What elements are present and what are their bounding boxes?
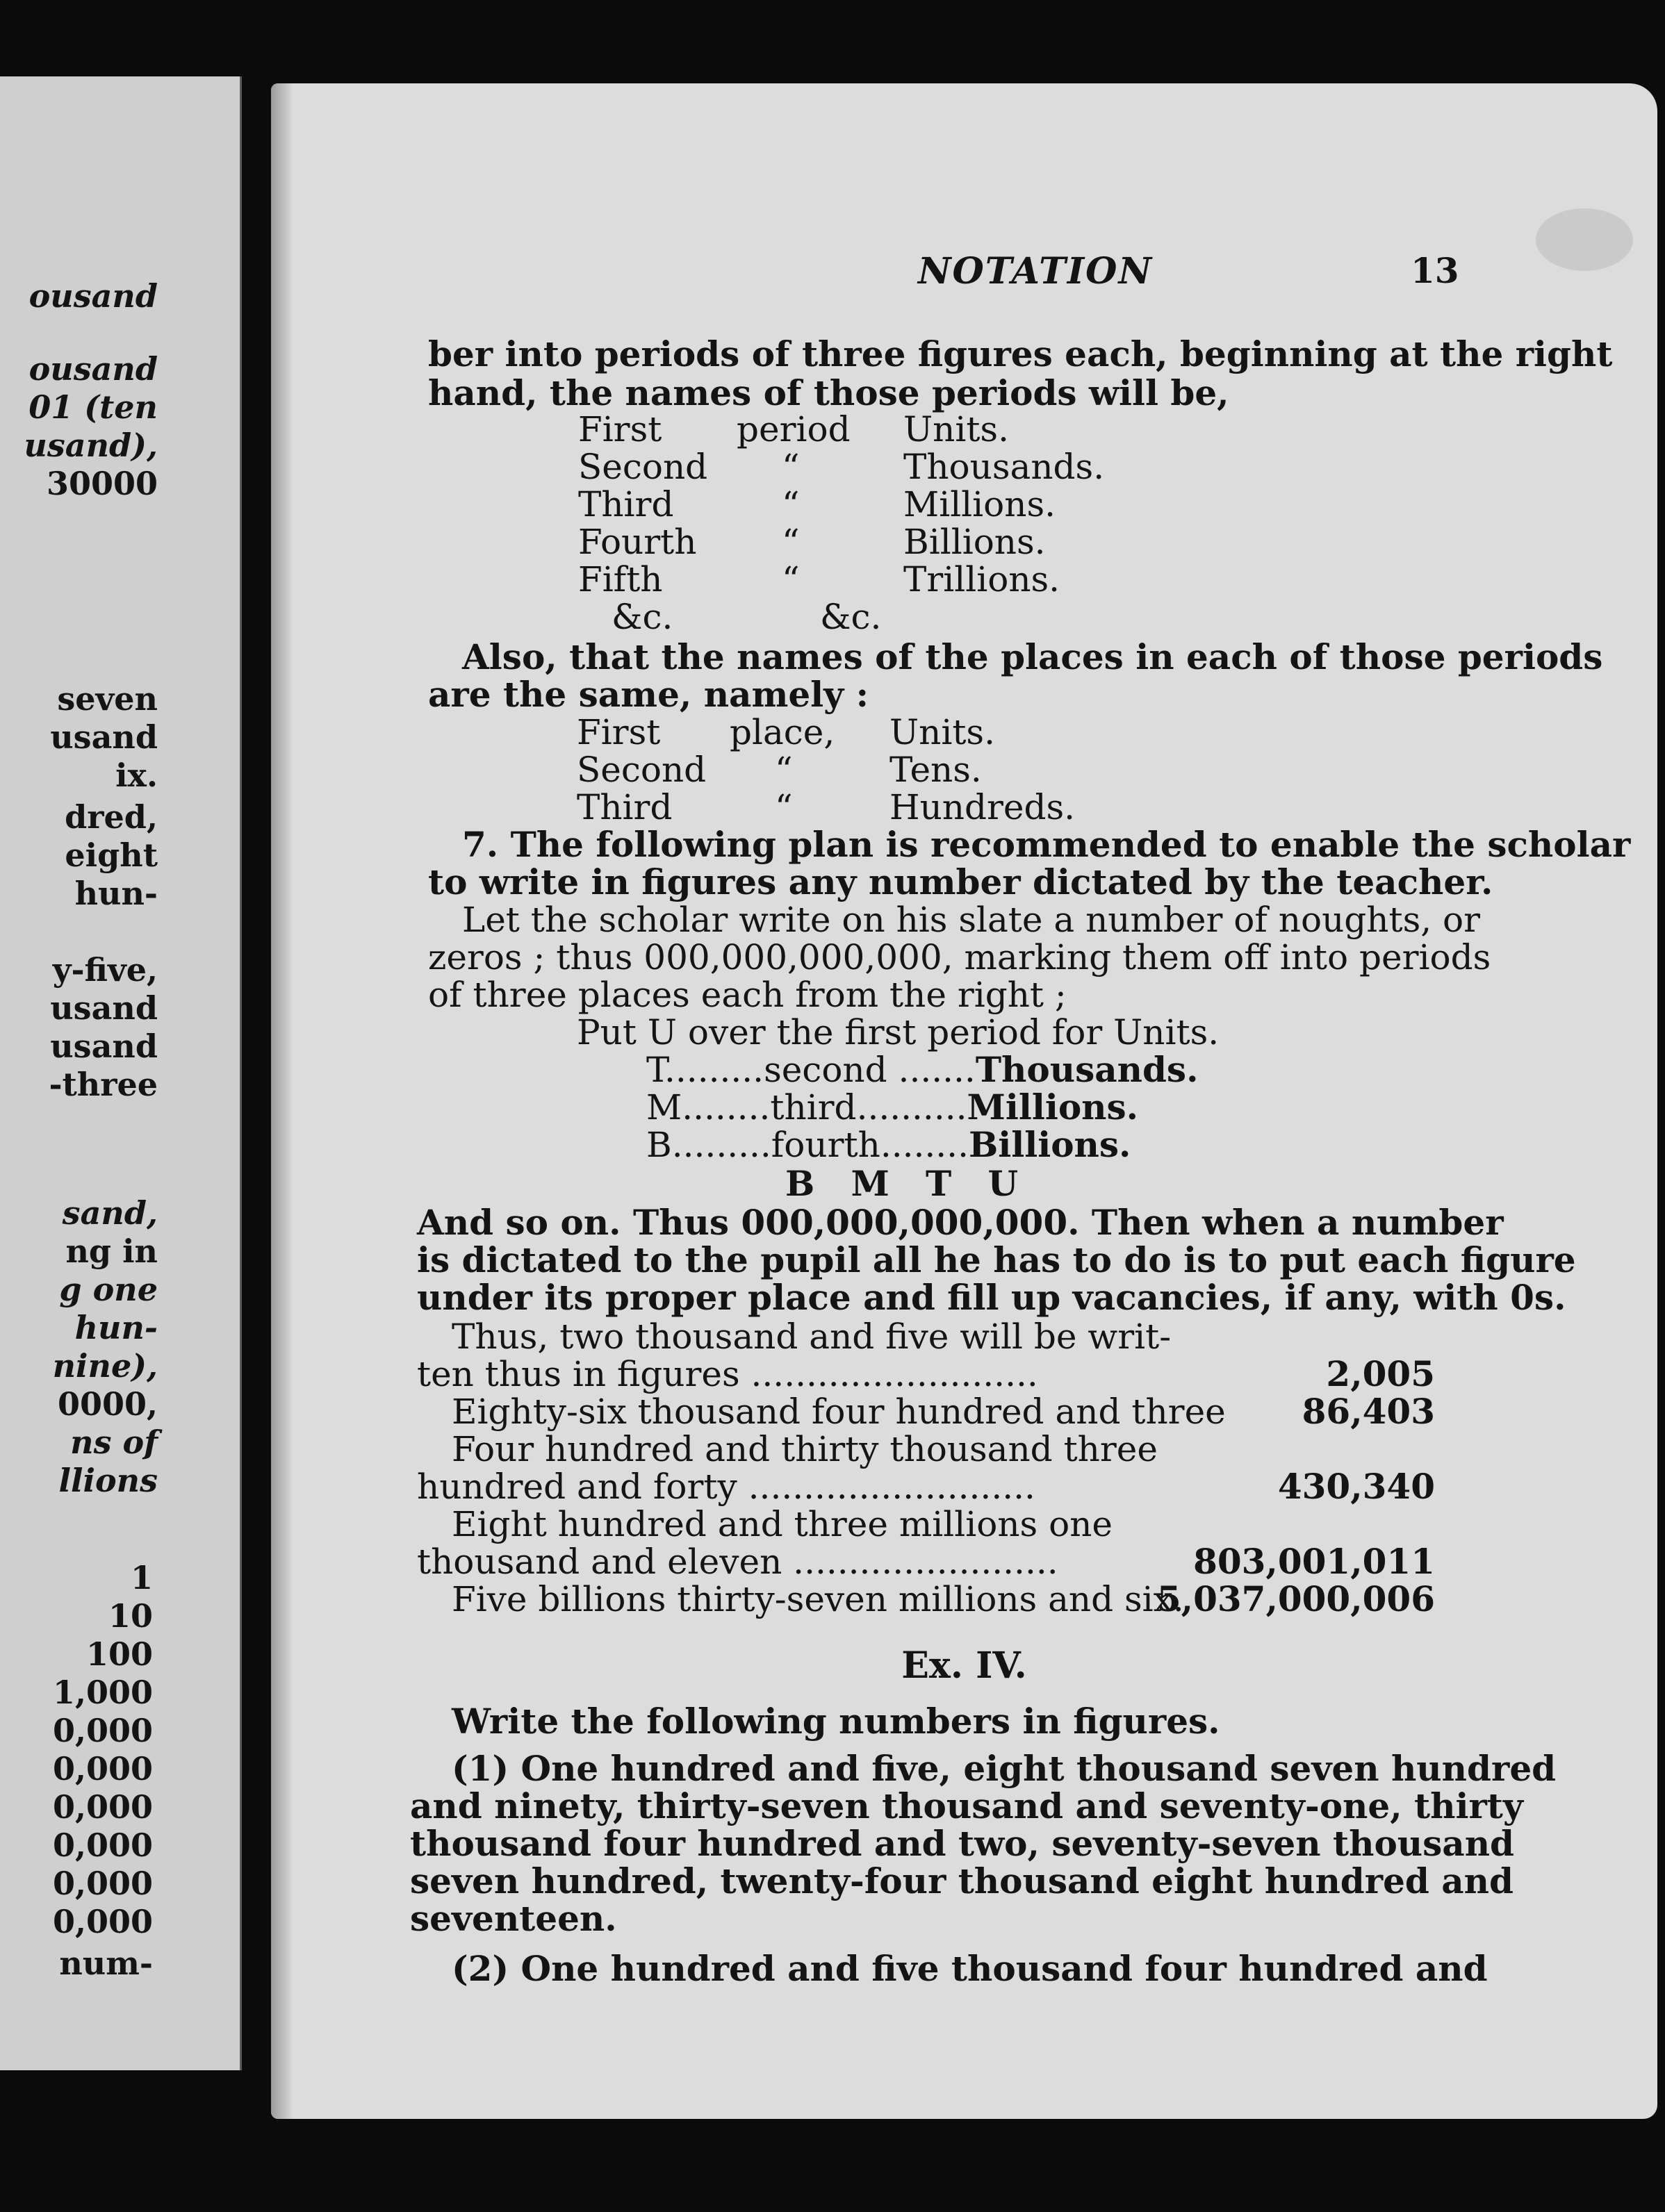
left-fragment: usand), bbox=[24, 427, 158, 464]
period-ordinal: Fifth bbox=[578, 559, 663, 600]
body-line: hand, the names of those periods will be, bbox=[428, 372, 1229, 413]
previous-page-edge bbox=[0, 76, 242, 2070]
exercise-item-line: (2) One hundred and five thousand four hundred and bbox=[452, 1948, 1488, 1989]
left-fragment: sand, bbox=[62, 1194, 158, 1232]
left-fragment: usand bbox=[50, 989, 158, 1027]
period-ordinal: Second bbox=[578, 447, 708, 487]
paper-stain bbox=[1536, 208, 1633, 271]
body-line: Also, that the names of the places in each of those periods bbox=[462, 636, 1603, 677]
left-fragment: 100 bbox=[85, 1635, 153, 1673]
exercise-item-line: seven hundred, twenty-four thousand eight hundred and bbox=[410, 1860, 1514, 1901]
left-fragment: 0,000 bbox=[52, 1826, 153, 1864]
example-line: Thus, two thousand and five will be writ- bbox=[452, 1317, 1172, 1357]
left-fragment: ix. bbox=[115, 757, 158, 794]
marker-row bbox=[646, 1088, 1138, 1127]
left-fragment: 30000 bbox=[46, 465, 158, 502]
body-line: Let the scholar write on his slate a number of noughts, or bbox=[462, 900, 1481, 940]
marker-dots: ......... bbox=[671, 1125, 771, 1165]
left-fragment: hun- bbox=[74, 875, 158, 912]
marker-letter: M bbox=[646, 1087, 682, 1128]
left-fragment: 0,000 bbox=[52, 1788, 153, 1826]
period-unit: “ bbox=[782, 559, 800, 600]
example-value: 86,403 bbox=[1302, 1391, 1435, 1432]
place-ordinal: First bbox=[577, 712, 661, 752]
left-fragment: 10 bbox=[108, 1597, 153, 1635]
exercise-item-line: and ninety, thirty-seven thousand and seventy-one, thirty bbox=[410, 1785, 1523, 1826]
left-fragment: 1 bbox=[130, 1559, 153, 1596]
marker-name: Thousands. bbox=[975, 1049, 1199, 1090]
marker-row bbox=[646, 1050, 1199, 1089]
period-ordinal: Third bbox=[578, 484, 674, 525]
left-fragment: 1,000 bbox=[52, 1674, 153, 1711]
marker-row bbox=[646, 1125, 1131, 1164]
marker-name: Billions. bbox=[968, 1124, 1131, 1165]
left-fragment: ns of bbox=[70, 1423, 158, 1461]
place-unit: “ bbox=[775, 750, 793, 790]
example-value: 5,037,000,006 bbox=[1156, 1578, 1435, 1619]
example-line: hundred and forty .......................... bbox=[417, 1467, 1035, 1507]
example-value: 2,005 bbox=[1326, 1353, 1435, 1394]
marker-dots: ......... bbox=[664, 1050, 764, 1090]
period-name: Millions. bbox=[903, 484, 1056, 525]
page-number: 13 bbox=[1411, 250, 1459, 291]
left-fragment: 0,000 bbox=[52, 1865, 153, 1902]
left-fragment: ousand bbox=[28, 277, 158, 315]
left-fragment: 0,000 bbox=[52, 1712, 153, 1749]
running-title: NOTATION bbox=[917, 250, 1154, 292]
exercise-item-line: (1) One hundred and five, eight thousand seven hundred bbox=[452, 1748, 1557, 1789]
left-fragment: eight bbox=[65, 836, 158, 874]
body-line: 7. The following plan is recommended to enable the scholar bbox=[462, 824, 1631, 865]
period-name: Billions. bbox=[903, 522, 1046, 562]
etc-right: &c. bbox=[820, 597, 882, 637]
left-fragment: ousand bbox=[28, 350, 158, 388]
place-name: Hundreds. bbox=[889, 787, 1076, 827]
marker-letter: B bbox=[646, 1125, 672, 1165]
body-line: zeros ; thus 000,000,000,000, marking them off into periods bbox=[428, 937, 1491, 977]
left-fragment: dred, bbox=[65, 798, 158, 836]
period-unit: period bbox=[737, 409, 851, 449]
exercise-title: Ex. IV. bbox=[901, 1644, 1027, 1687]
place-name: Units. bbox=[889, 712, 995, 752]
marker-word: third bbox=[770, 1087, 857, 1128]
left-fragment: hun- bbox=[74, 1309, 158, 1346]
body-line: under its proper place and fill up vacancies, if any, with 0s. bbox=[417, 1277, 1566, 1318]
place-unit: place, bbox=[730, 712, 835, 752]
left-fragment: nine), bbox=[52, 1347, 158, 1385]
marker-letter: T bbox=[646, 1050, 665, 1090]
left-fragment: 01 (ten bbox=[28, 388, 158, 426]
exercise-item-line: seventeen. bbox=[410, 1898, 617, 1939]
example-line: Eight hundred and three millions one bbox=[452, 1504, 1113, 1544]
place-ordinal: Second bbox=[577, 750, 707, 790]
exercise-intro: Write the following numbers in figures. bbox=[452, 1701, 1220, 1742]
example-line: thousand and eleven ........................ bbox=[417, 1542, 1058, 1582]
left-fragment: 0,000 bbox=[52, 1903, 153, 1940]
left-fragment: ng in bbox=[65, 1232, 158, 1270]
left-fragment: usand bbox=[50, 718, 158, 756]
left-fragment: num- bbox=[59, 1945, 153, 1982]
left-fragment: llions bbox=[58, 1462, 158, 1499]
place-unit: “ bbox=[775, 787, 793, 827]
left-fragment: y-five, bbox=[52, 951, 158, 989]
body-line: is dictated to the pupil all he has to do is to put each figure bbox=[417, 1239, 1576, 1280]
exercise-item-line: thousand four hundred and two, seventy-seven thousand bbox=[410, 1823, 1515, 1864]
example-line: ten thus in figures .......................... bbox=[417, 1354, 1038, 1394]
place-ordinal: Third bbox=[577, 787, 673, 827]
marker-word: fourth bbox=[771, 1125, 880, 1165]
left-fragment: 0000, bbox=[57, 1385, 158, 1423]
marker-dots: ........ bbox=[682, 1087, 771, 1128]
page-gutter bbox=[271, 83, 292, 2119]
period-name: Units. bbox=[903, 409, 1009, 449]
body-line: are the same, namely : bbox=[428, 674, 869, 715]
marker-word: second bbox=[764, 1050, 887, 1090]
body-line: ber into periods of three figures each, beginning at the right bbox=[428, 333, 1613, 374]
marker-dots: .......... bbox=[856, 1087, 967, 1128]
body-line: And so on. Thus 000,000,000,000. Then when a number bbox=[417, 1202, 1504, 1243]
example-value: 803,001,011 bbox=[1193, 1541, 1435, 1582]
example-line: Eighty-six thousand four hundred and three bbox=[452, 1392, 1226, 1432]
marker-dots: ........ bbox=[880, 1125, 969, 1165]
period-ordinal: First bbox=[578, 409, 662, 449]
body-line: Put U over the first period for Units. bbox=[577, 1012, 1220, 1053]
place-name: Tens. bbox=[889, 750, 982, 790]
example-line: Four hundred and thirty thousand three bbox=[452, 1429, 1158, 1469]
period-unit: “ bbox=[782, 522, 800, 562]
body-line: to write in figures any number dictated by the teacher. bbox=[428, 861, 1493, 902]
left-fragment: 0,000 bbox=[52, 1750, 153, 1788]
period-unit: “ bbox=[782, 484, 800, 525]
left-fragment: seven bbox=[57, 680, 158, 718]
period-name: Thousands. bbox=[903, 447, 1105, 487]
etc-left: &c. bbox=[612, 597, 673, 637]
period-name: Trillions. bbox=[903, 559, 1060, 600]
left-fragment: g one bbox=[59, 1271, 158, 1308]
example-line: Five billions thirty-seven millions and six. bbox=[452, 1579, 1184, 1619]
marker-dots: ....... bbox=[898, 1050, 976, 1090]
body-line: of three places each from the right ; bbox=[428, 975, 1067, 1015]
example-value: 430,340 bbox=[1277, 1466, 1435, 1507]
period-ordinal: Fourth bbox=[578, 522, 697, 562]
marker-name: Millions. bbox=[967, 1087, 1139, 1128]
left-fragment: -three bbox=[49, 1066, 158, 1103]
left-fragment: usand bbox=[50, 1027, 158, 1065]
bmtu-header: B M T U bbox=[785, 1163, 1019, 1204]
period-unit: “ bbox=[782, 447, 800, 487]
book-page bbox=[271, 83, 1657, 2119]
